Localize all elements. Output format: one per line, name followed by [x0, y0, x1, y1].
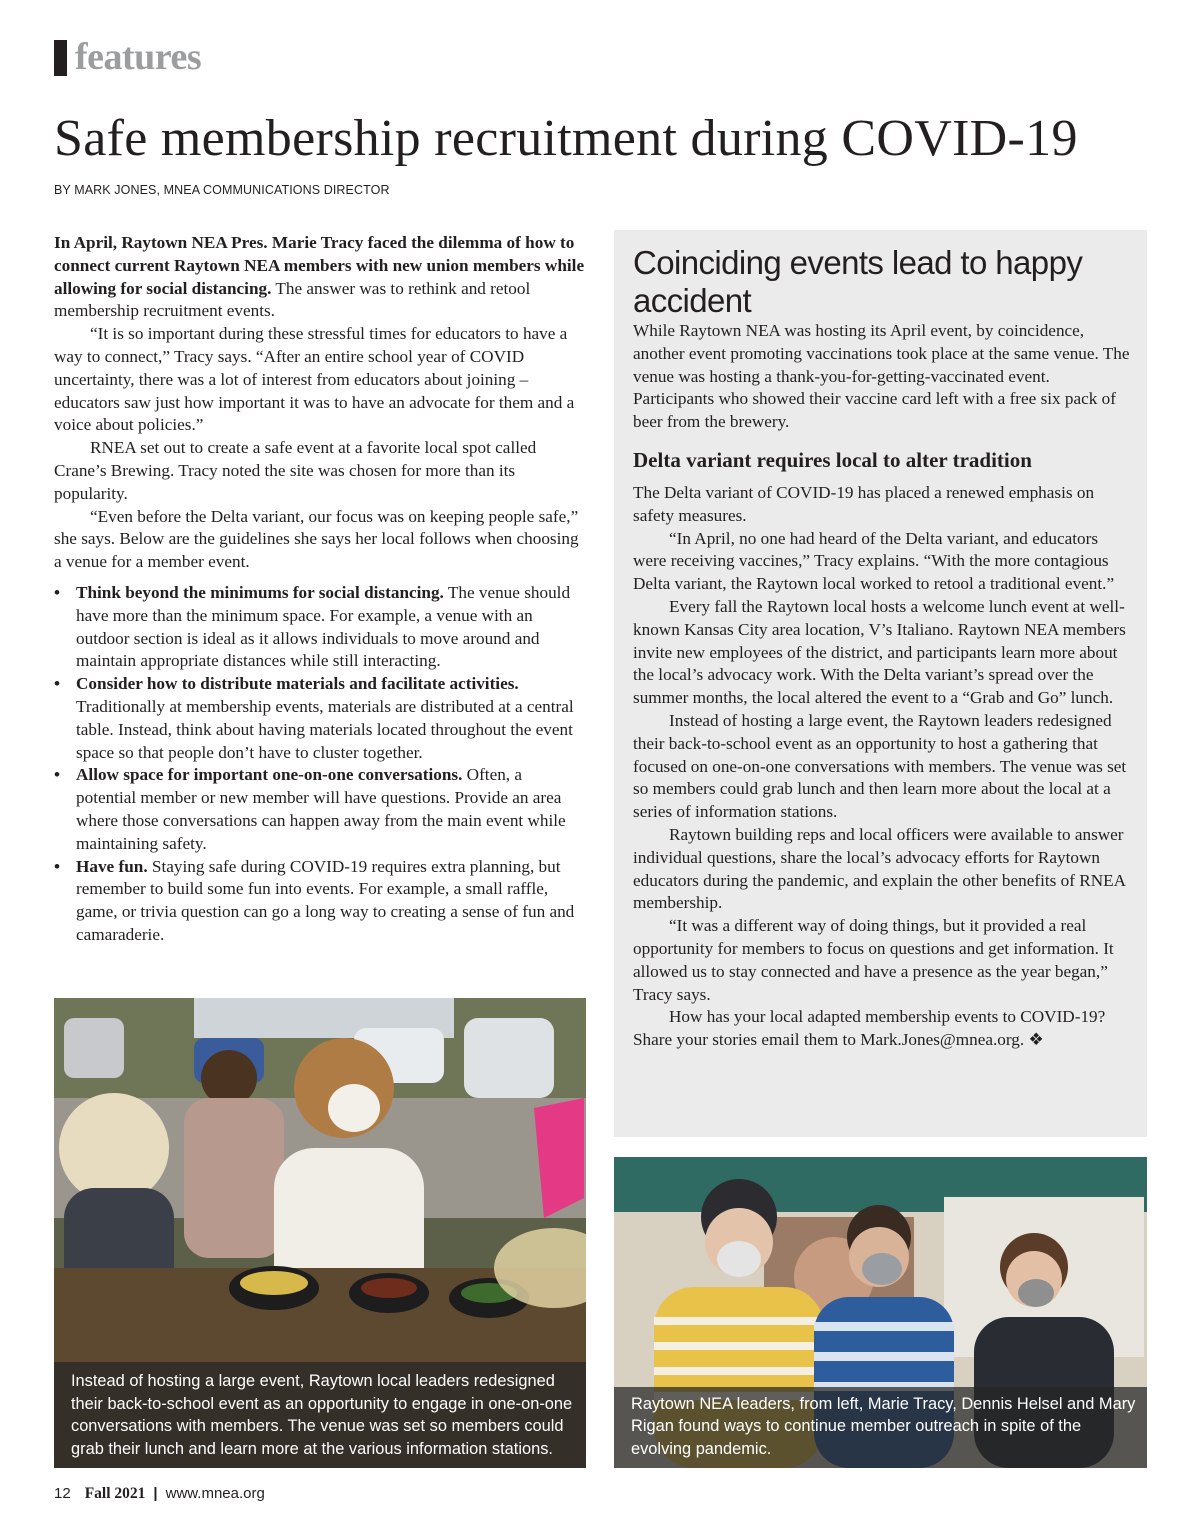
lead-bold: In April, Raytown NEA Pres. Marie Tracy faced the dilemma of how to connect current Raytown NEA members with new union members while allowing for social distancing.: [54, 233, 585, 298]
sidebar-paragraph: While Raytown NEA was hosting its April event, by coincidence, another event promoting vaccinations took place at the same venue. The venue was hosting a thank-you-for-getting-vaccinated event. Participants who showed their vaccine card left with a free six pack of beer from the brewery.: [633, 321, 1130, 432]
leaders-photo-right: [614, 1157, 1147, 1468]
sidebar-paragraph: “In April, no one had heard of the Delta variant, and educators were receiving vaccines,” Tracy explains. “With the more contagious Delta variant, the Raytown local worked to retool a traditional event.”: [633, 528, 1115, 594]
list-item-text: Traditionally at membership events, materials are distributed at a central table. Instead, think about having materials located throughout the event space so that people don’t have to cluster together.: [76, 696, 574, 762]
sidebar-paragraph: The Delta variant of COVID-19 has placed a renewed emphasis on safety measures.: [633, 482, 1095, 525]
website-url: www.mnea.org: [165, 1485, 265, 1502]
list-item-heading: Allow space for important one-on-one conversations.: [76, 765, 463, 785]
list-item-heading: Consider how to distribute materials and facilitate activities.: [76, 674, 519, 694]
sidebar-paragraph: “It was a different way of doing things, but it provided a real opportunity for members to focus on questions and get information. It allowed us to stay connected and have a presence as the year began,” Tracy says.: [633, 916, 1114, 1004]
photo-caption: Instead of hosting a large event, Raytown local leaders redesigned their back-to-school event as an opportunity to engage in one-on-one conversations with members. The venue was set so members could grab their lunch and learn more at the various information stations.: [54, 1362, 586, 1468]
lead-rest: The answer was to rethink and retool membership recruitment events.: [54, 278, 531, 321]
sidebar-paragraph: Raytown building reps and local officers were available to answer individual questions, share the local’s advocacy efforts for Raytown educators during the pandemic, and explain the other benefits of RNEA membership.: [633, 824, 1126, 913]
list-item: [54, 582, 586, 673]
list-item-text: Staying safe during COVID-19 requires extra planning, but remember to build some fun into events. For example, a small raffle, game, or trivia question can go a long way to creating a sense of fun and camaraderie.: [76, 856, 575, 944]
photo-caption: Raytown NEA leaders, from left, Marie Tracy, Dennis Helsel and Mary Rigan found ways to continue member outreach in spite of the evolving pandemic.: [614, 1387, 1147, 1469]
section-label: [54, 36, 201, 76]
page-number: 12: [54, 1485, 71, 1502]
list-item: [54, 673, 586, 764]
list-item: [54, 856, 586, 947]
list-item-heading: Have fun.: [76, 856, 148, 876]
lead-paragraph: [54, 232, 586, 323]
sidebar-body: [633, 320, 1131, 1052]
page-footer: [54, 1485, 265, 1503]
sidebar-title: Coinciding events lead to happy accident: [633, 244, 1083, 319]
sidebar-paragraph: How has your local adapted membership events to COVID-19? Share your stories email them to Mark.Jones@mnea.org. ❖: [633, 1007, 1106, 1050]
sidebar-paragraph: Instead of hosting a large event, the Raytown leaders redesigned their back-to-school event as an opportunity to host a gathering that focused on one-on-one conversations with members. The venue was set so members could grab lunch and then learn more about the local at a series of information stations.: [633, 710, 1127, 822]
section-bar: [54, 40, 67, 76]
paragraph: RNEA set out to create a safe event at a favorite local spot called Crane’s Brewing. Tracy noted the site was chosen for more than its popularity.: [54, 438, 537, 503]
sidebar-paragraph: Every fall the Raytown local hosts a welcome lunch event at well-known Kansas City area location, V’s Italiano. Raytown NEA members invite new employees of the district, and participants learn more about the local’s advocacy work. With the Delta variant’s spread over the summer months, the local altered the event to a “Grab and Go” lunch.: [633, 596, 1126, 708]
list-item: [54, 764, 586, 855]
list-item-text: Often, a potential member or new member will have questions. Provide an area where those conversations can happen away from the main event while maintaining safety.: [76, 765, 566, 853]
list-item-heading: Think beyond the minimums for social distancing.: [76, 582, 444, 602]
paragraph: “Even before the Delta variant, our focus was on keeping people safe,” she says. Below are the guidelines she says her local follows when choosing a venue for a member event.: [54, 506, 579, 572]
paragraph: “It is so important during these stressful times for educators to have a way to connect,” Tracy says. “After an entire school year of COVID uncertainty, there was a lot of interest from educators about joining – educators saw just how important it was to have an advocate for them and a voice about policies.”: [54, 324, 575, 435]
footer-separator: |: [153, 1485, 158, 1502]
guidelines-list: [54, 582, 586, 947]
byline: BY MARK JONES, MNEA COMMUNICATIONS DIRECTOR: [54, 183, 390, 197]
sidebar-subhead: Delta variant requires local to alter tradition: [633, 447, 1032, 472]
section-label-text: features: [75, 36, 202, 78]
article-body: [54, 232, 586, 947]
list-item-text: The venue should have more than the minimum space. For example, a venue with an outdoor section is ideal as it allows individuals to move around and maintain appropriate distances while still interacting.: [76, 582, 571, 671]
issue-label: Fall 2021: [84, 1485, 146, 1502]
event-photo-left: [54, 998, 586, 1468]
article-title: Safe membership recruitment during COVID-19: [54, 110, 1078, 167]
sidebar-box: [614, 230, 1147, 1137]
